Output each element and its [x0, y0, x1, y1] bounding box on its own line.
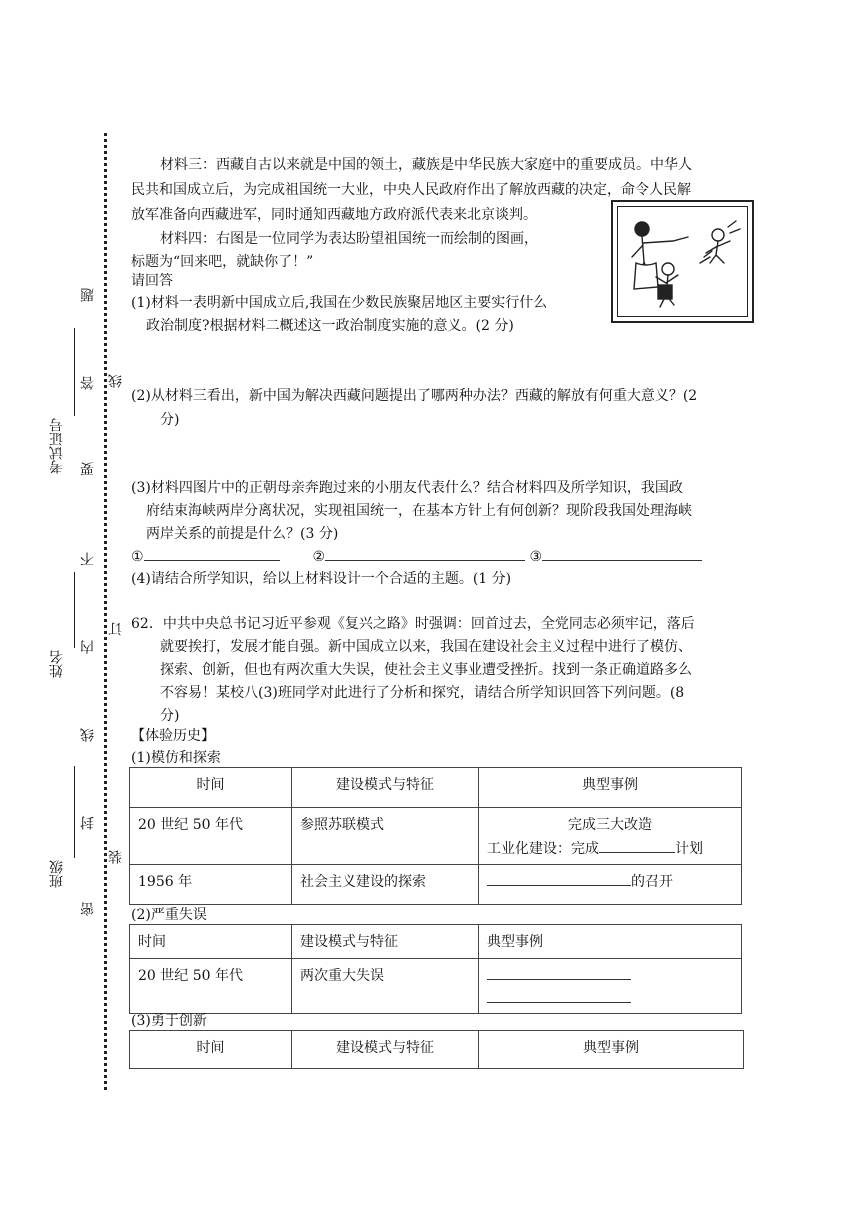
margin-char: 订 [108, 622, 124, 636]
cell-text: 的召开 [631, 874, 673, 890]
cell-line [487, 838, 733, 858]
name-line [74, 572, 75, 648]
fill-blank[interactable] [487, 988, 631, 1003]
class-line [74, 766, 75, 858]
margin-char: 装 [108, 850, 124, 864]
answer-row [131, 546, 702, 567]
q62-line4: 不容易！某校八(3)班同学对此进行了分析和探究，请结合所学知识回答下列问题。(8 [160, 685, 685, 701]
margin-char: 要 [80, 462, 96, 476]
table-imitation-exploration [129, 767, 742, 905]
binding-dotted-line [104, 133, 107, 1090]
table-cell: 20 世纪 50 年代 [130, 959, 292, 1014]
fill-blank[interactable] [487, 871, 631, 886]
q2-line2: 分) [160, 412, 180, 428]
table3-title: (3)勇于创新 [131, 1013, 207, 1029]
table-header: 建设模式与特征 [292, 1031, 479, 1069]
fill-blank[interactable] [599, 838, 675, 853]
table-cell [479, 959, 742, 1014]
answer-blank-3[interactable] [542, 546, 702, 561]
class-label: 班级 [49, 860, 65, 888]
margin-char: 密 [80, 902, 96, 916]
q4-text: (4)请结合所学知识，给以上材料设计一个合适的主题。(1 分) [131, 571, 512, 587]
table-cell: 两次重大失误 [292, 959, 479, 1014]
q3-line3: 两岸关系的前提是什么？(3 分) [146, 526, 339, 542]
table-header: 典型事例 [479, 925, 742, 959]
section-heading: 【体验历史】 [131, 728, 215, 744]
table-header: 时间 [130, 1031, 292, 1069]
table2-title: (2)严重失误 [131, 907, 207, 923]
answer-mark-1: ① [131, 549, 144, 565]
table-header: 典型事例 [479, 1031, 744, 1069]
table-cell: 参照苏联模式 [292, 808, 479, 865]
margin-char: 线 [108, 374, 124, 388]
table-header: 时间 [130, 925, 292, 959]
q62-line5: 分) [160, 708, 180, 724]
table-header: 典型事例 [479, 768, 742, 808]
exam-number-line [74, 328, 75, 416]
table-serious-mistakes [129, 924, 742, 1014]
table-cell [479, 808, 742, 865]
table-innovation [129, 1030, 744, 1069]
q3-line1: (3)材料四图片中的正朝母亲奔跑过来的小朋友代表什么？结合材料四及所学知识，我国政 [131, 480, 683, 496]
material3-line2: 民共和国成立后，为完成祖国统一大业，中央人民政府作出了解放西藏的决定，命令人民解 [131, 182, 691, 198]
material3-line3: 放军准备向西藏进军，同时通知西藏地方政府派代表来北京谈判。 [131, 207, 537, 223]
table-cell: 20 世纪 50 年代 [130, 808, 292, 865]
fill-blank[interactable] [487, 965, 631, 980]
q1-line1: (1)材料一表明新中国成立后,我国在少数民族聚居地区主要实行什么 [131, 295, 548, 311]
answer-mark-3: ③ [529, 549, 543, 565]
cell-text: 工业化建设：完成 [487, 841, 599, 857]
q2-line1: (2)从材料三看出，新中国为解决西藏问题提出了哪两种办法？西藏的解放有何重大意义？(2 [131, 388, 698, 404]
mother-child-illustration [618, 207, 749, 318]
table-cell [479, 865, 742, 905]
margin-char: 线 [80, 728, 96, 742]
answer-mark-2: ② [312, 549, 326, 565]
margin-char: 答 [80, 376, 96, 390]
q3-line2: 府结束海峡两岸分离状况，实现祖国统一，在基本方针上有何创新？现阶段我国处理海峡 [146, 503, 692, 519]
q62-line2: 就要挨打，发展才能自强。新中国成立以来，我国在建设社会主义过程中进行了模仿、 [160, 639, 692, 655]
table-header: 建设模式与特征 [292, 925, 479, 959]
margin-char: 题 [80, 288, 96, 302]
cell-line: 完成三大改造 [568, 817, 652, 833]
table-cell: 社会主义建设的探索 [292, 865, 479, 905]
prompt-text: 请回答 [131, 273, 173, 289]
table-cell: 1956 年 [130, 865, 292, 905]
table-header: 建设模式与特征 [292, 768, 479, 808]
q62-line1: 62．中共中央总书记习近平参观《复兴之路》时强调：回首过去，全党同志必须牢记，落后 [131, 616, 695, 632]
name-label: 姓名 [49, 650, 65, 678]
margin-char: 封 [80, 816, 96, 830]
material4-line1: 材料四：右图是一位同学为表达盼望祖国统一而绘制的图画， [160, 231, 538, 247]
margin-char: 内 [80, 640, 96, 654]
reunification-drawing [611, 200, 754, 323]
q62-line3: 探索、创新，但也有两次重大失误，使社会主义事业遭受挫折。找到一条正确道路多么 [160, 662, 692, 678]
table-header: 时间 [130, 768, 292, 808]
cell-text: 计划 [675, 841, 703, 857]
exam-number-label: 考试证号 [49, 418, 65, 474]
table1-title: (1)模仿和探索 [131, 750, 221, 766]
answer-blank-2[interactable] [325, 546, 525, 561]
material4-line2: 标题为“回来吧，就缺你了！” [131, 254, 314, 270]
answer-blank-1[interactable] [144, 546, 280, 561]
q1-line2: 政治制度?根据材料二概述这一政治制度实施的意义。(2 分) [146, 318, 514, 334]
material3-line1: 材料三：西藏自古以来就是中国的领土，藏族是中华民族大家庭中的重要成员。中华人 [160, 157, 692, 173]
margin-char: 不 [80, 552, 96, 566]
